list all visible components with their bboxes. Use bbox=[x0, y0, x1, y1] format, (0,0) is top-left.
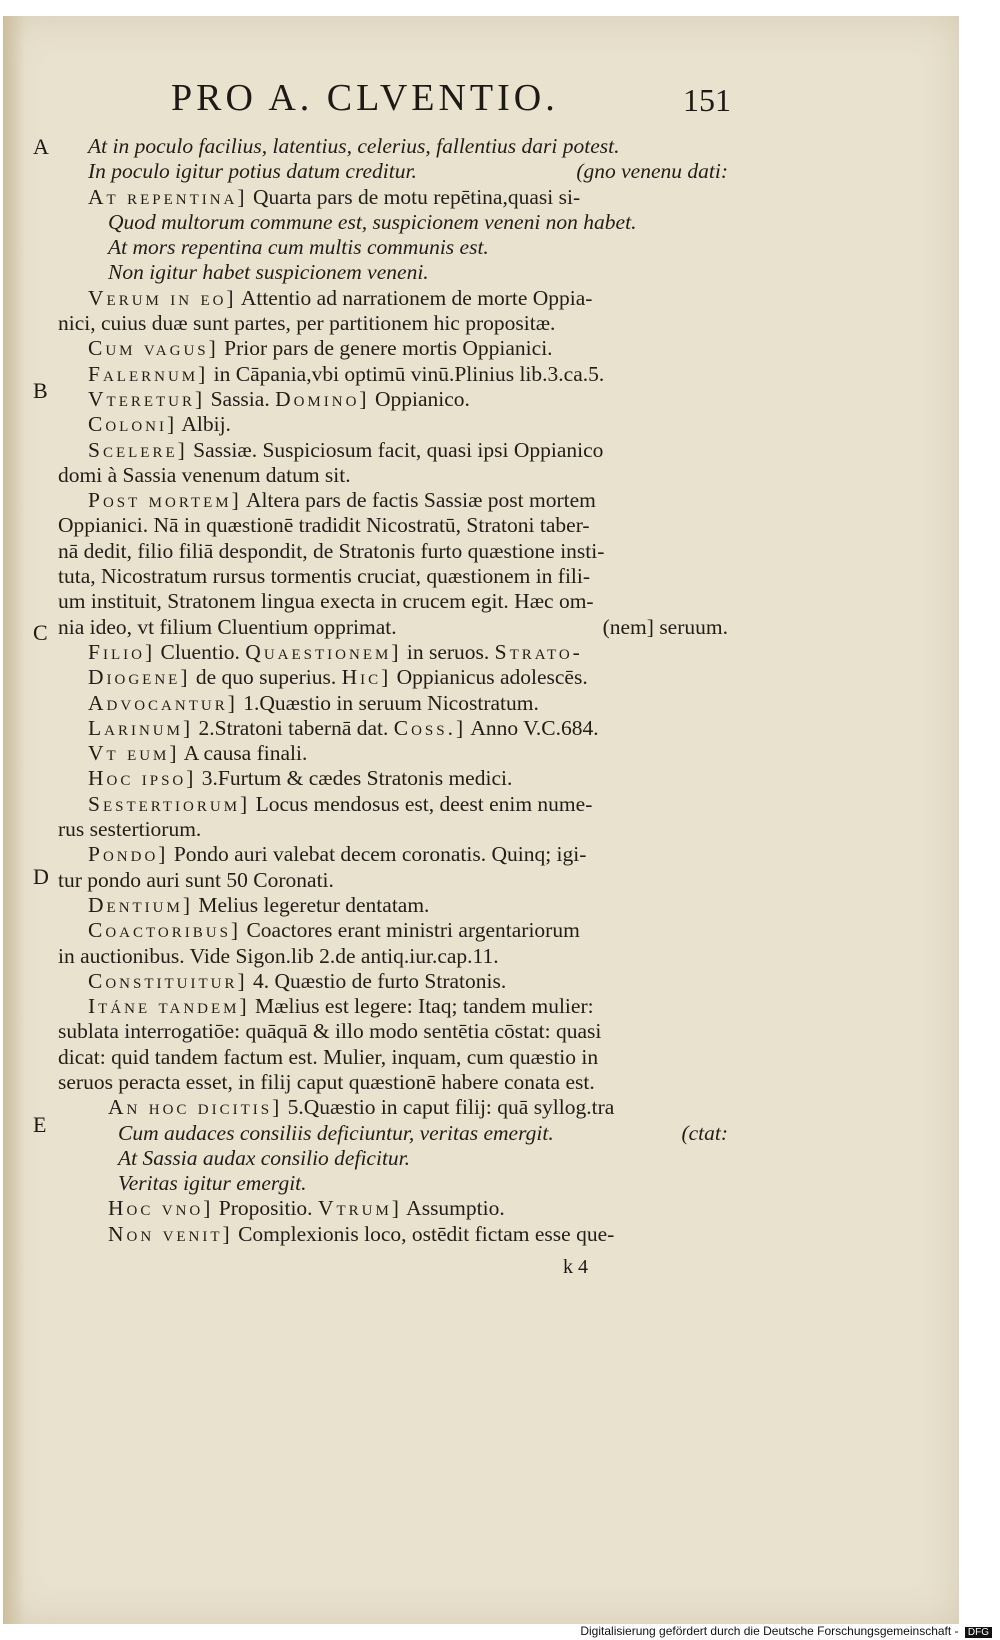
text-line bbox=[58, 539, 728, 564]
lemma: Domino] bbox=[275, 386, 370, 411]
text-line bbox=[58, 286, 728, 311]
text-line bbox=[58, 691, 728, 716]
lemma: Vteretur] bbox=[88, 386, 206, 411]
text-line bbox=[58, 311, 728, 336]
text-line bbox=[58, 1019, 728, 1044]
line-text: 4. Quæstio de furto Stratonis. bbox=[253, 968, 507, 993]
line-overflow-text: (gno venenu dati: bbox=[576, 159, 728, 184]
lemma: Strato- bbox=[494, 639, 583, 664]
lemma: Post mortem] bbox=[88, 488, 242, 513]
line-text: in seruos. bbox=[406, 639, 490, 664]
dfg-logo: DFG bbox=[965, 1627, 992, 1638]
line-text: Non igitur habet suspicionem veneni. bbox=[108, 260, 429, 285]
line-text: Prior pars de genere mortis Oppianici. bbox=[224, 336, 553, 361]
lemma: An hoc dicitis] bbox=[108, 1095, 283, 1120]
text-line bbox=[58, 1146, 728, 1171]
footer-credit bbox=[580, 1624, 992, 1638]
footer-text: Digitalisierung gefördert durch die Deutsche Forschungsgemeinschaft - bbox=[580, 1624, 959, 1638]
text-line bbox=[58, 640, 728, 665]
line-text: Mælius est legere: Itaq; tandem mulier: bbox=[255, 994, 594, 1019]
lemma: Scelere] bbox=[88, 437, 188, 462]
line-text: 3.Furtum & cædes Stratonis medici. bbox=[201, 766, 513, 791]
text-line bbox=[58, 134, 728, 159]
line-text: sublata interrogatiōe: quāquā & illo modo sentētia cōstat: quasi bbox=[58, 1019, 602, 1044]
line-text: tur pondo auri sunt 50 Coronati. bbox=[58, 867, 334, 892]
lemma: Filio] bbox=[88, 639, 156, 664]
line-text: Quod multorum commune est, suspicionem veneni non habet. bbox=[108, 209, 637, 234]
line-text: Quarta pars de motu repētina,quasi si- bbox=[252, 184, 581, 209]
lemma: Diogene] bbox=[88, 665, 191, 690]
line-text: nia ideo, vt filium Cluentium opprimat. bbox=[58, 614, 397, 639]
margin-letter-c: C bbox=[33, 620, 48, 645]
margin-letter-b: B bbox=[33, 378, 48, 403]
lemma: Vtrum] bbox=[317, 1196, 402, 1221]
margin-letter-a: A bbox=[33, 134, 49, 159]
line-text: nici, cuius duæ sunt partes, per partitionem hic propositæ. bbox=[58, 311, 556, 336]
lemma: Hoc vno] bbox=[108, 1196, 214, 1221]
text-line bbox=[58, 159, 728, 184]
line-text: Propositio. bbox=[218, 1196, 313, 1221]
text-line bbox=[58, 842, 728, 867]
line-text: Altera pars de factis Sassiæ post mortem bbox=[245, 488, 596, 513]
line-text: In poculo igitur potius datum creditur. bbox=[88, 159, 417, 184]
lemma: Larinum] bbox=[88, 715, 194, 740]
text-line bbox=[58, 185, 728, 210]
line-text: At in poculo facilius, latentius, celerius, fallentius dari potest. bbox=[88, 134, 620, 158]
text-line bbox=[58, 412, 728, 437]
text-line bbox=[58, 766, 728, 791]
lemma: Quaestionem] bbox=[245, 639, 402, 664]
lemma: Hoc ipso] bbox=[88, 766, 197, 791]
line-text: um instituit, Stratonem lingua execta in crucem egit. Hæc om- bbox=[58, 589, 594, 614]
lemma: Advocantur] bbox=[88, 690, 238, 715]
page-spine-shadow bbox=[3, 16, 25, 1624]
margin-letter-d: D bbox=[33, 864, 49, 889]
lemma: At repentina] bbox=[88, 184, 248, 209]
lemma: Sestertiorum] bbox=[88, 791, 251, 816]
text-line bbox=[58, 513, 728, 538]
line-text: Cluentio. bbox=[160, 639, 240, 664]
line-text: Pondo auri valebat decem coronatis. Quinq; igi- bbox=[173, 842, 587, 867]
text-line bbox=[58, 362, 728, 387]
lemma: Itáne tandem] bbox=[88, 994, 250, 1019]
line-text: Attentio ad narrationem de morte Oppia- bbox=[240, 285, 593, 310]
line-text: in auctionibus. Vide Sigon.lib 2.de antiq.iur.cap.11. bbox=[58, 943, 499, 968]
line-text: Melius legeretur dentatam. bbox=[198, 892, 430, 917]
lemma: Cum vagus] bbox=[88, 336, 219, 361]
line-text: Oppianici. Nā in quæstionē tradidit Nicostratū, Stratoni taber- bbox=[58, 513, 590, 538]
text-line bbox=[58, 716, 728, 741]
lemma: Dentium] bbox=[88, 892, 194, 917]
text-line bbox=[58, 1070, 728, 1095]
lemma: Non venit] bbox=[108, 1221, 233, 1246]
text-line bbox=[58, 387, 728, 412]
line-overflow-text: (nem] seruum. bbox=[602, 614, 728, 639]
margin-letter-e: E bbox=[33, 1112, 47, 1137]
line-text: Oppianico. bbox=[374, 386, 470, 411]
text-line bbox=[58, 438, 728, 463]
text-line bbox=[58, 564, 728, 589]
line-text: domi à Sassia venenum datum sit. bbox=[58, 462, 351, 487]
text-line bbox=[58, 1045, 728, 1070]
line-text: 5.Quæstio in caput filij: quā syllog.tra bbox=[287, 1095, 615, 1120]
line-text: Albij. bbox=[181, 412, 231, 437]
line-text: Locus mendosus est, deest enim nume- bbox=[255, 791, 593, 816]
line-text: in Cāpania,vbi optimū vinū.Plinius lib.3.ca.5. bbox=[213, 361, 605, 386]
line-text: nā dedit, filio filiā despondit, de Stratonis furto quæstione insti- bbox=[58, 538, 605, 563]
line-text: Cum audaces consiliis deficiuntur, veritas emergit. bbox=[118, 1120, 554, 1145]
line-text: Anno V.C.684. bbox=[470, 715, 599, 740]
text-line bbox=[58, 1222, 728, 1247]
line-text: Veritas igitur emergit. bbox=[118, 1171, 307, 1196]
lemma: Vt eum] bbox=[88, 741, 180, 766]
signature-mark: k 4 bbox=[563, 1256, 588, 1278]
text-line bbox=[58, 969, 728, 994]
page-number: 151 bbox=[683, 82, 731, 118]
lemma: Coactoribus] bbox=[88, 918, 242, 943]
text-line bbox=[58, 336, 728, 361]
book-page bbox=[3, 16, 959, 1624]
text-line bbox=[58, 1095, 728, 1120]
line-text: dicat: quid tandem factum est. Mulier, inquam, cum quæstio in bbox=[58, 1044, 599, 1069]
text-line bbox=[58, 235, 728, 260]
text-line bbox=[58, 1171, 728, 1196]
lemma: Constituitur] bbox=[88, 968, 248, 993]
text-line bbox=[58, 893, 728, 918]
lemma: Coloni] bbox=[88, 412, 178, 437]
text-line bbox=[58, 615, 728, 640]
text-line bbox=[58, 918, 728, 943]
line-text: Oppianicus adolescēs. bbox=[396, 665, 588, 690]
lemma: Verum in eo] bbox=[88, 285, 237, 310]
line-text: seruos peracta esset, in filij caput quæstionē habere conata est. bbox=[58, 1069, 595, 1094]
text-line bbox=[58, 463, 728, 488]
lemma: Pondo] bbox=[88, 842, 169, 867]
text-line bbox=[58, 488, 728, 513]
line-text: de quo superius. bbox=[195, 665, 337, 690]
text-line bbox=[58, 944, 728, 969]
line-text: rus sestertiorum. bbox=[58, 817, 202, 842]
line-text: Complexionis loco, ostēdit fictam esse que- bbox=[238, 1221, 615, 1246]
text-line bbox=[58, 741, 728, 766]
line-text: Coactores erant ministri argentariorum bbox=[246, 918, 580, 943]
lemma: Coss.] bbox=[393, 715, 467, 740]
line-text: tuta, Nicostratum rursus tormentis cruciat, quæstionem in fili- bbox=[58, 564, 591, 589]
line-text: At Sassia audax consilio deficitur. bbox=[118, 1145, 411, 1170]
line-text: 1.Quæstio in seruum Nicostratum. bbox=[243, 690, 539, 715]
running-head: PRO A. CLVENTIO. bbox=[171, 77, 559, 119]
text-line bbox=[58, 1196, 728, 1221]
text-line bbox=[58, 665, 728, 690]
text-line bbox=[58, 792, 728, 817]
text-line bbox=[58, 260, 728, 285]
text-line bbox=[58, 868, 728, 893]
text-line bbox=[58, 210, 728, 235]
line-overflow-text: (ctat: bbox=[681, 1120, 728, 1145]
line-text: A causa finali. bbox=[183, 741, 308, 766]
line-text: Sassiæ. Suspiciosum facit, quasi ipsi Oppianico bbox=[193, 437, 604, 462]
lemma: Hic] bbox=[341, 665, 392, 690]
text-line bbox=[58, 817, 728, 842]
commentary-text bbox=[58, 134, 728, 1247]
line-text: 2.Stratoni tabernā dat. bbox=[198, 715, 389, 740]
lemma: Falernum] bbox=[88, 361, 209, 386]
text-line bbox=[58, 1121, 728, 1146]
line-text: Assumptio. bbox=[406, 1196, 505, 1221]
line-text: At mors repentina cum multis communis est. bbox=[108, 235, 489, 260]
line-text: Sassia. bbox=[210, 386, 270, 411]
text-line bbox=[58, 589, 728, 614]
text-line bbox=[58, 994, 728, 1019]
